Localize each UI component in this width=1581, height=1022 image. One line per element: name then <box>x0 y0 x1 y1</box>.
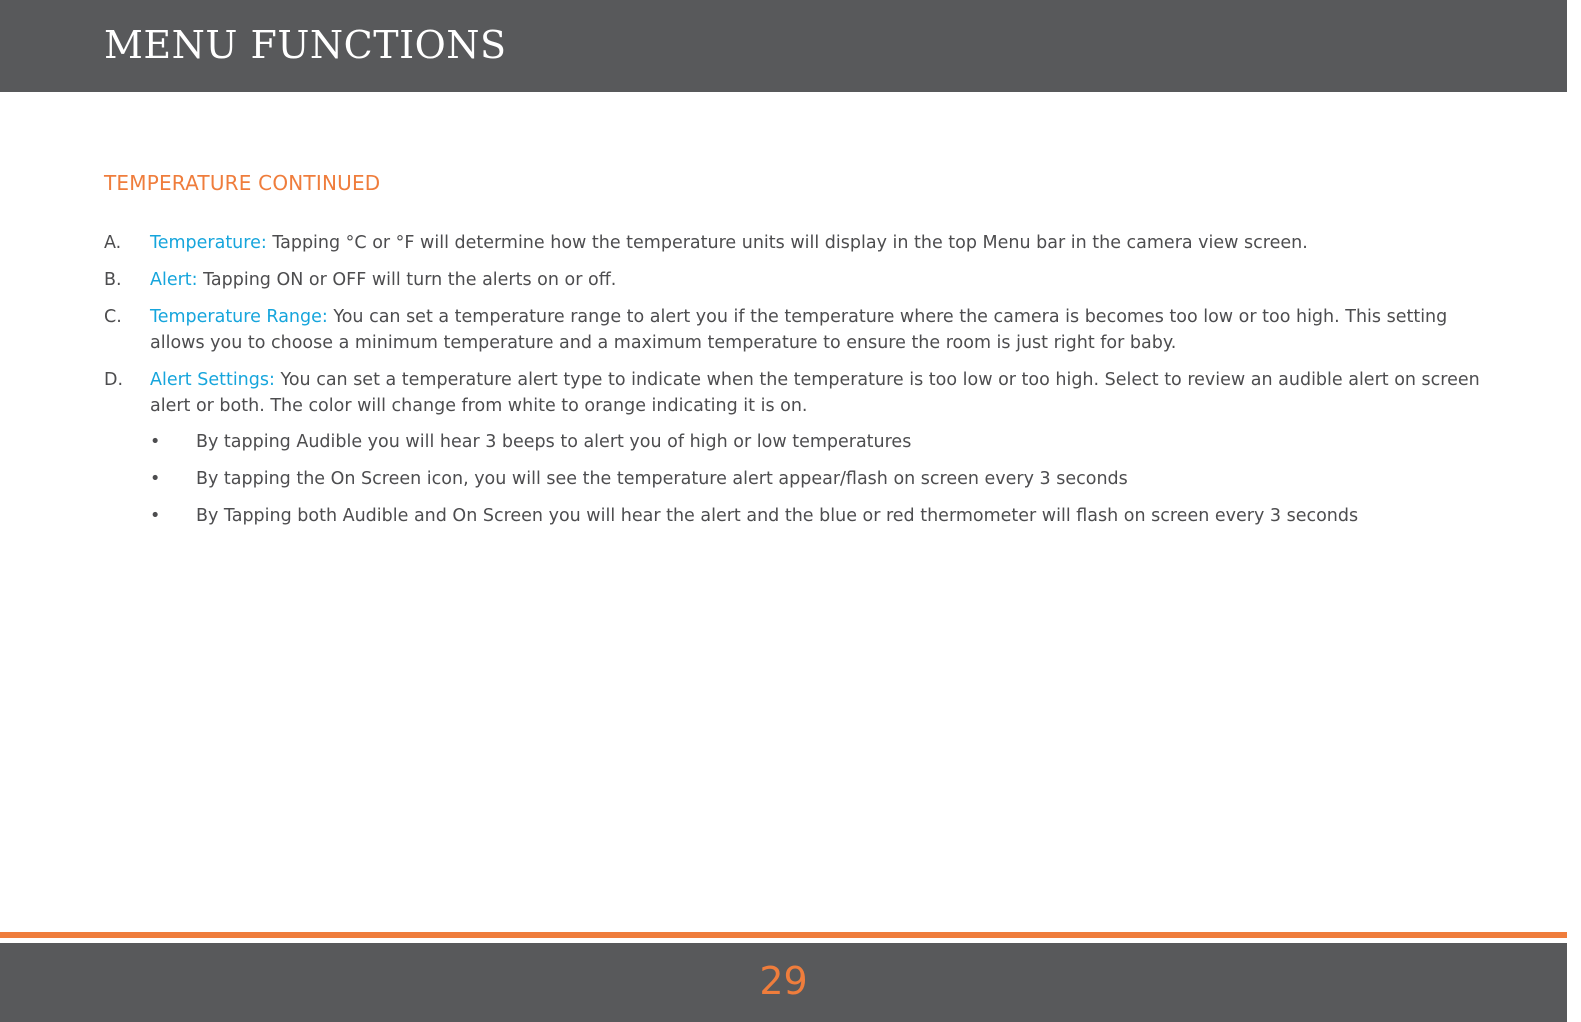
item-letter: B. <box>104 270 122 290</box>
bullet-icon: • <box>150 506 161 526</box>
item-letter: C. <box>104 307 122 327</box>
page-title: MENU FUNCTIONS <box>104 23 507 67</box>
bullet-item <box>150 429 1484 455</box>
item-letter: D. <box>104 370 124 390</box>
list-item-b <box>104 267 1484 293</box>
bullet-text: By Tapping both Audible and On Screen you will hear the alert and the blue or red thermometer will flash on screen every 3 seconds <box>196 506 1359 526</box>
item-term: Alert Settings: <box>150 370 275 390</box>
footer-accent-line <box>0 932 1567 938</box>
bullet-icon: • <box>150 432 161 452</box>
item-term: Temperature Range: <box>150 307 328 327</box>
bullet-icon: • <box>150 469 161 489</box>
page-number: 29 <box>759 959 808 1003</box>
bullet-text: By tapping the On Screen icon, you will see the temperature alert appear/flash on screen every 3 seconds <box>196 469 1128 489</box>
bullet-list <box>150 429 1484 529</box>
bullet-item <box>150 503 1484 529</box>
item-text: You can set a temperature alert type to indicate when the temperature is too low or too high. Select to review an audible alert on screen alert or both. The color will change from white to orange indicating it is on. <box>150 370 1480 416</box>
section-title: TEMPERATURE CONTINUED <box>104 171 381 195</box>
content-body <box>104 230 1484 540</box>
item-text: You can set a temperature range to alert you if the temperature where the camera is becomes too low or too high. This setting allows you to choose a minimum temperature and a maximum temperature to ensure the room is just right for baby. <box>150 307 1448 353</box>
list-item-d <box>104 367 1484 529</box>
list-item-c <box>104 304 1484 356</box>
bullet-item <box>150 466 1484 492</box>
item-term: Temperature: <box>150 233 267 253</box>
item-text: Tapping ON or OFF will turn the alerts on or off. <box>197 270 617 290</box>
bullet-text: By tapping Audible you will hear 3 beeps to alert you of high or low temperatures <box>196 432 912 452</box>
item-term: Alert: <box>150 270 198 290</box>
item-letter: A. <box>104 233 122 253</box>
list-item-a <box>104 230 1484 256</box>
item-text: Tapping °C or °F will determine how the temperature units will display in the top Menu bar in the camera view screen. <box>266 233 1308 253</box>
